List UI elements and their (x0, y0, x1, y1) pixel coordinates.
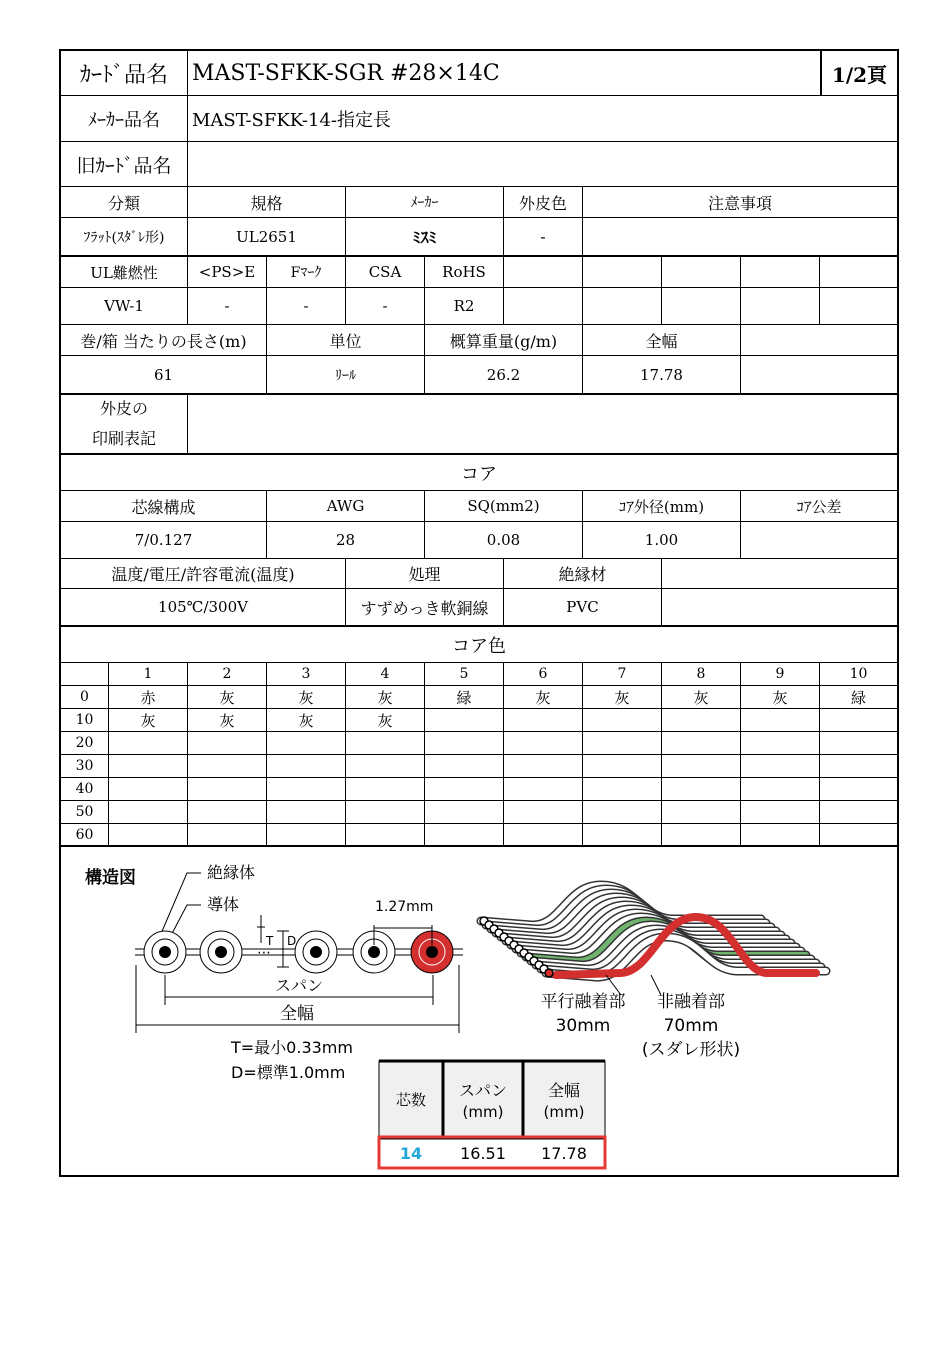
color-table-col-header: 4 (346, 663, 425, 685)
color-table-cell (741, 801, 820, 823)
flame-value-rohs: R2 (425, 288, 504, 324)
spec-header-notes: 注意事項 (707, 193, 772, 213)
color-table-cell (267, 824, 346, 845)
color-table-header-row (61, 663, 897, 686)
length-value-unit: ﾘｰﾙ (267, 356, 425, 393)
old-card-row (61, 142, 897, 187)
length-value-width: 17.78 (583, 356, 741, 393)
table-width-unit: (mm) (543, 1103, 585, 1121)
parallel-label: 平行融着部 (540, 992, 626, 1012)
color-table-cell (504, 732, 583, 754)
color-table-row (61, 755, 897, 778)
color-table-col-header: 10 (849, 666, 868, 682)
color-table-row-label: 30 (61, 755, 109, 777)
maker-product-row (61, 96, 897, 142)
print-marking-label-line1: 外皮の (99, 399, 148, 418)
color-table-col-header: 5 (425, 663, 504, 685)
rating-value-blank (662, 589, 897, 625)
color-table-corner (61, 663, 109, 685)
color-table-row (61, 778, 897, 801)
pitch-label: 1.27mm (375, 899, 434, 915)
color-table-col-header: 8 (662, 663, 741, 685)
color-table-cell (583, 755, 662, 777)
flame-value-blank (662, 288, 741, 324)
rating-value-row (61, 589, 897, 627)
length-value-weight: 26.2 (425, 356, 583, 393)
length-value-row (61, 356, 897, 395)
flame-value-pse: - (188, 288, 267, 324)
table-width-value: 17.78 (541, 1144, 587, 1163)
core-header-sq: SQ(mm2) (425, 491, 583, 521)
spec-value-standard: UL2651 (188, 218, 346, 255)
color-table-cell (425, 755, 504, 777)
flame-header-blank (504, 257, 583, 287)
length-header-weight: 概算重量(g/m) (425, 325, 583, 355)
rating-value-temp: 105℃/300V (61, 589, 346, 625)
core-header-awg: AWG (267, 491, 425, 521)
color-table-cell (346, 755, 425, 777)
color-table-cell (662, 824, 741, 845)
color-table-cell (267, 732, 346, 754)
conductor-circle (368, 946, 380, 958)
color-table-cell (504, 824, 583, 845)
color-table-cell (267, 755, 346, 777)
rating-header-insulation: 絶縁材 (504, 559, 662, 588)
color-table-cell (662, 801, 741, 823)
old-card-label: 旧ｶｰﾄﾞ品名 (61, 142, 188, 186)
color-table-row-label: 10 (61, 709, 109, 731)
print-marking-row (61, 395, 897, 455)
color-table-cell (109, 732, 188, 754)
card-name-row (61, 51, 897, 96)
rating-header-blank (662, 559, 897, 588)
diagram-title: 構造図 (85, 868, 136, 888)
color-table-cell (504, 709, 583, 731)
color-table-cell (662, 732, 741, 754)
conductor-circle (426, 946, 438, 958)
color-table-col-header: 3 (267, 663, 346, 685)
spec-header-standard: 規格 (188, 187, 346, 217)
ribbon-cable-illustration (480, 885, 826, 977)
cable-spec-card (59, 49, 899, 1177)
color-table-row-label: 60 (61, 824, 109, 845)
core-header-row (61, 491, 897, 522)
color-table-cell (741, 732, 820, 754)
color-table-row-label: 40 (61, 778, 109, 800)
color-table-cell (820, 824, 897, 845)
color-table-cell (662, 778, 741, 800)
table-span-unit: (mm) (462, 1103, 504, 1121)
span-label: スパン (274, 976, 324, 995)
old-card-value (188, 142, 897, 186)
nonfused-shape: (スダレ形状) (641, 1040, 741, 1060)
core-value-tolerance (741, 522, 897, 558)
core-header-od: ｺｱ外径(mm) (583, 491, 741, 521)
color-table-cell (346, 732, 425, 754)
structure-diagram-svg (61, 845, 897, 1177)
flame-header-fmark: Fﾏｰｸ (267, 257, 346, 287)
color-table-cell (504, 755, 583, 777)
dimension-table (379, 1061, 605, 1168)
color-table-cell (267, 801, 346, 823)
parallel-length: 30mm (555, 1016, 611, 1036)
flame-value-csa: - (346, 288, 425, 324)
color-table-cell: 灰 (741, 686, 820, 708)
conductor-circle (215, 946, 227, 958)
color-table-cell (109, 778, 188, 800)
color-table-cell: 灰 (188, 709, 267, 731)
print-marking-label (61, 395, 188, 453)
color-table-cell (820, 709, 897, 731)
t-note: T=最小0.33mm (231, 1038, 353, 1057)
flame-value-blank (583, 288, 662, 324)
table-cores-value: 14 (399, 1144, 423, 1163)
color-table-cell (583, 824, 662, 845)
color-table-cell (741, 709, 820, 731)
color-table-cell: 灰 (109, 709, 188, 731)
color-table-cell (109, 755, 188, 777)
color-table-title: コア色 (452, 635, 506, 657)
color-table-cell: 灰 (504, 686, 583, 708)
flame-header-row (61, 257, 897, 288)
nonfused-label: 非融着部 (657, 992, 725, 1012)
color-table-cell: 灰 (267, 709, 346, 731)
spec-header-sheath-color: 外皮色 (504, 187, 583, 217)
color-table-cell (267, 778, 346, 800)
t-label: T (266, 934, 274, 948)
table-span-header: スパン (458, 1081, 508, 1100)
length-header-unit: 単位 (267, 325, 425, 355)
table-span-value: 16.51 (460, 1144, 506, 1163)
card-name-value: MAST-SFKK-SGR #28×14C (188, 51, 821, 95)
color-table-cell (425, 732, 504, 754)
core-title: コア (461, 463, 497, 485)
spec-value-category: ﾌﾗｯﾄ(ｽﾀﾞﾚ形) (61, 218, 188, 255)
color-table-cell (188, 755, 267, 777)
length-header-width: 全幅 (583, 325, 741, 355)
rating-header-treatment: 処理 (346, 559, 504, 588)
color-table-col-header: 6 (504, 663, 583, 685)
conductor-label: 導体 (207, 895, 240, 914)
print-marking-value (188, 395, 897, 453)
conductor-circle (310, 946, 322, 958)
ellipsis-icon: ⋯ (257, 945, 271, 961)
rating-header-row (61, 559, 897, 589)
flame-header-blank (662, 257, 741, 287)
d-label: D (287, 934, 297, 948)
color-table-cell (188, 824, 267, 845)
color-table-cell (109, 824, 188, 845)
core-header-tolerance: ｺｱ公差 (796, 497, 842, 516)
flame-header-blank (741, 257, 820, 287)
color-table-cell (425, 709, 504, 731)
spec-header-row (61, 187, 897, 218)
flame-value-ul: VW-1 (61, 288, 188, 324)
color-table-cell: 灰 (346, 686, 425, 708)
color-table-row-label: 0 (61, 686, 109, 708)
color-table-cell (820, 755, 897, 777)
color-table-row (61, 686, 897, 709)
color-table-cell (188, 801, 267, 823)
table-width-header: 全幅 (547, 1081, 581, 1100)
flame-header-ul: UL難燃性 (61, 257, 188, 287)
spec-header-maker: ﾒｰｶｰ (346, 187, 504, 217)
color-table-cell (425, 824, 504, 845)
d-note: D=標準1.0mm (231, 1063, 346, 1082)
color-table-cell (504, 778, 583, 800)
card-name-label: ｶｰﾄﾞ品名 (61, 51, 188, 95)
flame-value-blank (820, 288, 897, 324)
ribbon-end-circle (545, 969, 553, 977)
spec-value-row (61, 218, 897, 257)
length-header-row (61, 325, 897, 356)
color-table-cell (504, 801, 583, 823)
length-value-blank (741, 356, 897, 393)
table-cores-header: 芯数 (395, 1091, 427, 1109)
length-header-blank (741, 325, 897, 355)
color-table-cell (425, 778, 504, 800)
color-table-cell (820, 801, 897, 823)
spec-value-notes (583, 218, 897, 255)
color-table-col-header: 2 (188, 663, 267, 685)
color-table-cell (820, 732, 897, 754)
color-table-cell (346, 778, 425, 800)
print-marking-label-line2: 印刷表記 (91, 429, 156, 448)
color-table-cell (583, 709, 662, 731)
color-table-row (61, 824, 897, 847)
insulator-label: 絶縁体 (207, 863, 256, 882)
color-table-cell (346, 824, 425, 845)
maker-product-label: ﾒｰｶｰ品名 (61, 96, 188, 141)
cable-cross-section (144, 931, 453, 973)
color-table-cell: 灰 (188, 686, 267, 708)
conductor-circle (159, 946, 171, 958)
flame-header-csa: CSA (346, 257, 425, 287)
rating-value-insulation: PVC (504, 589, 662, 625)
color-table-cell (346, 801, 425, 823)
flame-value-row (61, 288, 897, 325)
color-table-title-row (61, 627, 897, 663)
color-table-col-header: 9 (741, 663, 820, 685)
color-table-cell (109, 801, 188, 823)
color-table-cell (188, 778, 267, 800)
color-table-cell: 緑 (850, 688, 866, 707)
color-table-row (61, 709, 897, 732)
color-table-cell (820, 778, 897, 800)
rating-header-temp: 温度/電圧/許容電流(温度) (61, 559, 346, 588)
color-table-cell (741, 755, 820, 777)
core-value-awg: 28 (267, 522, 425, 558)
color-table-col-header: 1 (109, 663, 188, 685)
color-table-row (61, 732, 897, 755)
color-table-cell: 灰 (662, 686, 741, 708)
core-value-od: 1.00 (583, 522, 741, 558)
color-table-col-header: 7 (583, 663, 662, 685)
color-table-cell (188, 732, 267, 754)
core-title-row (61, 455, 897, 491)
length-value-per-reel: 61 (61, 356, 267, 393)
flame-header-rohs: RoHS (425, 257, 504, 287)
maker-product-value: MAST-SFKK-14-指定長 (192, 109, 392, 131)
color-table-cell: 赤 (109, 686, 188, 708)
spec-value-maker: ﾐｽﾐ (346, 218, 504, 255)
length-header-per-reel: 巻/箱 当たりの長さ(m) (61, 325, 267, 355)
full-width-label: 全幅 (280, 1004, 314, 1024)
flame-value-fmark: - (267, 288, 346, 324)
flame-value-blank (741, 288, 820, 324)
flame-value-blank (504, 288, 583, 324)
color-table-cell (741, 778, 820, 800)
rating-value-treatment: すずめっき軟銅線 (346, 589, 504, 625)
spec-header-category: 分類 (61, 187, 188, 217)
color-table-row (61, 801, 897, 824)
color-table-cell (583, 801, 662, 823)
color-table-cell (741, 824, 820, 845)
color-table-cell: 緑 (425, 686, 504, 708)
color-table-row-label: 50 (61, 801, 109, 823)
core-value-row (61, 522, 897, 559)
color-table-cell (662, 709, 741, 731)
color-table-cell: 灰 (346, 709, 425, 731)
core-header-strand: 芯線構成 (61, 491, 267, 521)
spec-value-sheath-color: - (504, 218, 583, 255)
core-value-sq: 0.08 (425, 522, 583, 558)
color-table-cell (662, 755, 741, 777)
flame-header-pse: <PS>E (188, 257, 267, 287)
structure-diagram (61, 845, 897, 1177)
color-table-cell: 灰 (267, 686, 346, 708)
core-value-strand: 7/0.127 (61, 522, 267, 558)
color-table-cell (425, 801, 504, 823)
page-number: 1/2頁 (821, 51, 897, 95)
nonfused-length: 70mm (663, 1016, 719, 1036)
flame-header-blank (820, 257, 897, 287)
color-table-cell (583, 778, 662, 800)
flame-header-blank (583, 257, 662, 287)
color-table-cell (583, 732, 662, 754)
color-table-cell: 灰 (583, 686, 662, 708)
color-table-row-label: 20 (61, 732, 109, 754)
